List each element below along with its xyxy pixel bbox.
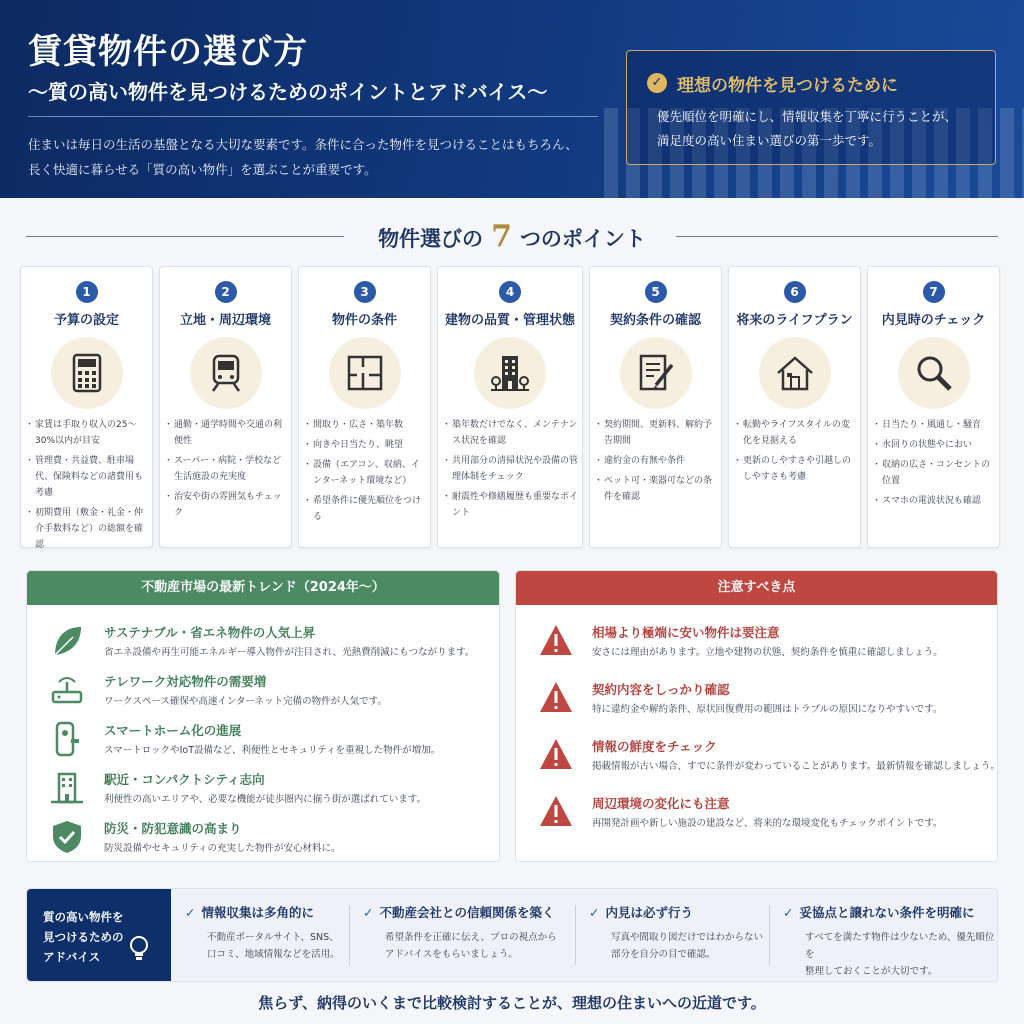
icon-circle — [474, 337, 546, 409]
advice-line: 口コミ、地域情報などを活用。 — [207, 949, 340, 960]
bullet: ・ スーパー・病院・学校など生活施設の充実度 — [166, 453, 287, 485]
advice-title-text: 妥協点と譲れない条件を明確に — [799, 905, 975, 920]
advice-label-line: 質の高い物件を — [43, 910, 124, 924]
point-title: 建物の品質・管理状態 — [444, 313, 575, 328]
bullet: ・ 違約金の有無や条件 — [596, 453, 717, 469]
point-title: 内見時のチェック — [881, 313, 986, 328]
bullet: ・ 向きや日当たり、眺望 — [305, 437, 426, 453]
bullet: ・ 日当たり・風通し・騒音 — [874, 417, 995, 433]
point-card-location — [159, 266, 292, 548]
point-number: 2 — [215, 281, 237, 303]
bullet: ・ 家賃は手取り収入の25〜30%以内が目安 — [27, 417, 148, 449]
caution-item-text: 再開発計画や新しい施設の建設など、将来的な環境変化もチェックポイントです。 — [592, 818, 943, 829]
advice-item — [363, 903, 557, 963]
advice-line: すべてを満たす物件は少ないため、優先順位を — [805, 932, 995, 960]
bullet: ・ 収納の広さ・コンセントの位置 — [874, 457, 995, 489]
caution-panel — [515, 570, 998, 862]
points-title-after: つのポイント — [519, 227, 646, 251]
bullet: ・ 転勤やライフスタイルの変化を見据える — [735, 417, 856, 449]
icon-circle — [620, 337, 692, 409]
caution-item — [516, 794, 997, 844]
intro-line: 住まいは毎日の生活の基盤となる大切な要素です。条件に合った物件を見つけることはもちろん、 — [28, 137, 578, 152]
trend-text: 省エネ設備や再生可能エネルギー導入物件が注目され、光熱費削減にもつながります。 — [104, 647, 475, 658]
bullet: ・ ペット可・楽器可などの条件を確認 — [596, 473, 717, 505]
points-number: 7 — [491, 219, 512, 254]
caution-item-title: 情報の鮮度をチェック — [592, 739, 717, 754]
advice-item-text — [363, 929, 557, 963]
warning-icon — [538, 623, 574, 659]
house-icon — [775, 353, 815, 393]
trend-item — [27, 770, 499, 820]
smart-lock-icon — [49, 721, 85, 757]
advice-line: 部分を自分の目で確認。 — [611, 949, 716, 960]
trend-title: 防災・防犯意識の高まり — [104, 821, 242, 836]
page-title: 賃貸物件の選び方 — [28, 32, 308, 72]
advice-title-text: 情報収集は多角的に — [201, 905, 314, 920]
trend-title: 駅近・コンパクトシティ志向 — [104, 772, 265, 787]
lightbulb-icon — [127, 935, 151, 963]
caution-item-title: 周辺環境の変化にも注意 — [592, 796, 730, 811]
point-number: 1 — [76, 281, 98, 303]
warning-icon — [538, 737, 574, 773]
point-bullets — [305, 417, 426, 529]
advice-divider — [575, 905, 576, 965]
point-bullets — [166, 417, 287, 525]
bullet: ・ 築年数だけでなく、メンテナンス状況を確認 — [444, 417, 578, 449]
bullet: ・ 治安や街の雰囲気もチェック — [166, 489, 287, 521]
point-bullets — [735, 417, 856, 489]
check-icon: ✓ — [185, 905, 196, 920]
point-card-building-quality — [437, 266, 583, 548]
point-title: 契約条件の確認 — [609, 313, 701, 328]
warning-icon — [538, 794, 574, 830]
advice-item — [185, 903, 340, 963]
check-icon: ✓ — [783, 905, 794, 920]
point-number: 3 — [354, 281, 376, 303]
ideal-title: 理想の物件を見つけるために — [677, 76, 898, 96]
points-section-title — [0, 219, 1024, 254]
building-icon — [490, 353, 530, 393]
advice-item-text — [783, 929, 997, 980]
bullet: ・ スマホの電波状況も確認 — [874, 493, 995, 509]
icon-circle — [759, 337, 831, 409]
contract-icon — [636, 353, 676, 393]
point-title: 物件の条件 — [331, 313, 397, 328]
point-bullets — [27, 417, 148, 557]
point-card-life-plan — [728, 266, 861, 548]
icon-circle — [51, 337, 123, 409]
bullet: ・ 更新のしやすさや引越しのしやすさも考慮 — [735, 453, 856, 485]
icon-circle — [898, 337, 970, 409]
advice-line: 希望条件を正確に伝え、プロの視点から — [385, 932, 557, 943]
caution-item — [516, 680, 997, 730]
warning-icon — [538, 680, 574, 716]
icon-circle — [329, 337, 401, 409]
floor-plan-icon — [345, 353, 385, 393]
point-number: 7 — [923, 281, 945, 303]
train-icon — [206, 353, 246, 393]
trend-title: サステナブル・省エネ物件の人気上昇 — [104, 625, 316, 640]
ideal-text — [657, 105, 987, 153]
point-title: 将来のライフプラン — [736, 313, 853, 328]
point-card-conditions — [298, 266, 431, 548]
trend-text: ワークスペース確保や高速インターネット完備の物件が人気です。 — [104, 696, 387, 707]
point-number: 4 — [499, 281, 521, 303]
bullet: ・ 契約期間、更新料、解約予告期間 — [596, 417, 717, 449]
bullet: ・ 水回りの状態やにおい — [874, 437, 995, 453]
check-icon: ✓ — [589, 905, 600, 920]
trend-text: 防災設備やセキュリティの充実した物件が安心材料に。 — [104, 843, 341, 854]
advice-line: アドバイスをもらいましょう。 — [385, 949, 518, 960]
trend-item — [27, 672, 499, 722]
caution-item — [516, 623, 997, 673]
trend-item — [27, 721, 499, 771]
advice-item-title — [589, 903, 763, 921]
shield-check-icon — [49, 819, 85, 855]
advice-bar — [26, 888, 998, 982]
advice-item-title — [363, 903, 557, 921]
ideal-line: 優先順位を明確にし、情報収集を丁寧に行うことが、 — [657, 109, 958, 124]
advice-label — [43, 907, 124, 967]
divider — [28, 116, 598, 117]
ideal-line: 満足度の高い住まい選びの第一歩です。 — [657, 133, 882, 148]
advice-label-line: 見つけるための — [43, 930, 124, 944]
point-number: 6 — [784, 281, 806, 303]
advice-divider — [769, 905, 770, 965]
advice-divider — [349, 905, 350, 965]
trend-item — [27, 623, 499, 673]
ideal-callout — [626, 50, 996, 165]
bullet: ・ 耐震性や修繕履歴も重要なポイント — [444, 489, 578, 521]
points-title-before: 物件選びの — [378, 227, 484, 251]
footer-message: 焦らず、納得のいくまで比較検討することが、理想の住まいへの近道です。 — [258, 994, 766, 1012]
caution-item-title: 相場より極端に安い物件は要注意 — [592, 625, 780, 640]
compact-city-icon — [49, 770, 85, 806]
trends-panel — [26, 570, 500, 862]
router-icon — [49, 672, 85, 708]
trends-title: 不動産市場の最新トレンド（2024年〜） — [27, 571, 499, 605]
icon-circle — [190, 337, 262, 409]
bullet: ・ 共用部分の清掃状況や設備の管理体制をチェック — [444, 453, 578, 485]
advice-title-text: 内見は必ず行う — [605, 905, 693, 920]
point-bullets — [874, 417, 995, 513]
bullet: ・ 初期費用（敷金・礼金・仲介手数料など）の総額を確認 — [27, 505, 148, 553]
advice-item — [783, 903, 997, 980]
page-subtitle: 〜質の高い物件を見つけるためのポイントとアドバイス〜 — [28, 80, 548, 104]
calculator-icon — [67, 353, 107, 393]
header-banner — [0, 0, 1024, 198]
check-circle-icon: ✓ — [647, 73, 667, 93]
trend-text: スマートロックやIoT設備など、利便性とセキュリティを重視した物件が増加。 — [104, 745, 441, 756]
caution-title: 注意すべき点 — [516, 571, 997, 605]
advice-item-title — [185, 903, 340, 921]
caution-item-text: 特に違約金や解約条件、原状回復費用の範囲はトラブルの原因になりやすいです。 — [592, 704, 943, 715]
advice-item — [589, 903, 763, 963]
bullet: ・ 希望条件に優先順位をつける — [305, 493, 426, 525]
advice-title-text: 不動産会社との信頼関係を築く — [379, 905, 555, 920]
point-title: 予算の設定 — [53, 313, 119, 328]
check-icon: ✓ — [363, 905, 374, 920]
caution-item-text: 安さには理由があります。立地や建物の状態、契約条件を慎重に確認しましょう。 — [592, 647, 943, 658]
advice-item-title — [783, 903, 997, 921]
advice-label-line: アドバイス — [43, 950, 101, 964]
caution-item-text: 掲載情報が古い場合、すでに条件が変わっていることがあります。最新情報を確認しましょう。 — [592, 761, 1000, 772]
trend-title: スマートホーム化の進展 — [104, 723, 242, 738]
advice-item-text — [589, 929, 763, 963]
point-card-budget — [20, 266, 153, 548]
advice-item-text — [185, 929, 340, 963]
trend-title: テレワーク対応物件の需要増 — [104, 674, 267, 689]
leaf-icon — [49, 623, 85, 659]
intro-text — [28, 132, 618, 182]
bullet: ・ 間取り・広さ・築年数 — [305, 417, 426, 433]
bullet: ・ 設備（エアコン、収納、インターネット環境など） — [305, 457, 426, 489]
caution-item-title: 契約内容をしっかり確認 — [592, 682, 730, 697]
point-bullets — [596, 417, 717, 509]
point-bullets — [444, 417, 578, 525]
bullet: ・ 通勤・通学時間や交通の利便性 — [166, 417, 287, 449]
magnifier-icon — [914, 353, 954, 393]
point-title: 立地・周辺環境 — [179, 313, 271, 328]
bullet: ・ 管理費・共益費、駐車場代、保険料などの諸費用も考慮 — [27, 453, 148, 501]
trend-item — [27, 819, 499, 869]
point-card-viewing — [867, 266, 1000, 548]
point-card-contract — [589, 266, 722, 548]
intro-line: 長く快適に暮らせる「質の高い物件」を選ぶことが重要です。 — [28, 162, 377, 177]
point-number: 5 — [645, 281, 667, 303]
advice-line: 写真や間取り図だけではわからない — [611, 932, 764, 943]
advice-line: 整理しておくことが大切です。 — [805, 966, 938, 977]
trend-text: 利便性の高いエリアや、必要な機能が徒歩圏内に揃う街が選ばれています。 — [104, 794, 427, 805]
advice-line: 不動産ポータルサイト、SNS、 — [207, 932, 339, 943]
caution-item — [516, 737, 1000, 787]
advice-label-box — [27, 889, 171, 981]
